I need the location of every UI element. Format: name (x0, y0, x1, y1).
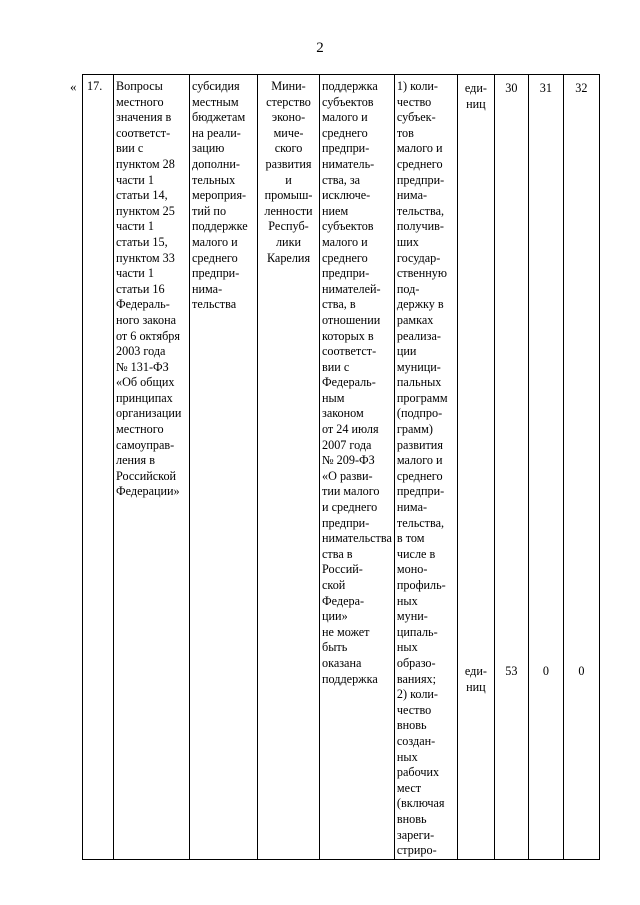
text-line: субъектов (322, 94, 374, 109)
text-line: нимателей- (322, 281, 381, 296)
text-line: ных (396, 593, 418, 608)
text-line: бюджетам (192, 110, 246, 125)
text-line: чество (396, 94, 432, 109)
text-line: быть (322, 640, 348, 655)
indicators-cell (394, 75, 457, 860)
text-line: нима- (396, 188, 428, 203)
text-line: тельных (192, 172, 236, 187)
text-line: малого и (396, 453, 443, 468)
text-line: ципаль- (396, 624, 438, 639)
text-line: лики (275, 234, 302, 249)
text-line: ции (396, 344, 417, 359)
text-line: Карелия (266, 250, 311, 265)
text-line: части 1 (116, 219, 154, 234)
text-line: ших (396, 234, 419, 249)
text-line: рабочих (396, 765, 440, 780)
text-line: «О разви- (322, 468, 373, 483)
unit-2 (460, 664, 492, 695)
text-line: Мини- (271, 79, 306, 93)
text-line: ным (322, 390, 345, 405)
text-line: соответст- (116, 125, 171, 140)
text-line: № 209-ФЗ (322, 453, 375, 468)
text-line: оказана (322, 655, 362, 670)
value-2-2: 0 (542, 664, 549, 678)
text-line: исключе- (322, 188, 371, 203)
text-line: ленности (264, 203, 313, 218)
text-line: 2007 года (322, 437, 372, 452)
text-line: развития (265, 156, 312, 171)
text-line: статьи 14, (116, 188, 168, 203)
text-line: среднего (322, 125, 368, 140)
text-line: грамм) (396, 422, 433, 437)
text-line: (подпро- (396, 406, 443, 421)
page-number: 2 (316, 40, 324, 56)
text-line: муници- (396, 359, 441, 374)
text-line: среднего (322, 250, 368, 265)
text-line: образо- (396, 655, 436, 670)
text-line: вии с (116, 141, 144, 156)
subsidy-cell (190, 75, 258, 860)
text-line: статьи 16 (116, 281, 165, 296)
text-line: держку в (396, 297, 444, 312)
text-line: организации (116, 406, 182, 421)
text-line: пунктом 28 (116, 156, 175, 171)
value-1-1: 30 (505, 81, 518, 95)
text-line: на реали- (192, 125, 241, 140)
text-line: вии с (322, 359, 350, 374)
text-line: малого и (322, 234, 368, 249)
quote-mark: « (70, 79, 77, 94)
text-line: Россий- (322, 562, 363, 577)
text-line: части 1 (116, 172, 154, 187)
text-line: и (285, 172, 292, 187)
text-line: Федера- (322, 593, 365, 608)
ministry-cell (258, 75, 320, 860)
text-line: профиль- (396, 578, 446, 592)
text-line: вновь (396, 718, 427, 733)
text-line: эконо- (271, 110, 306, 125)
indicators-table (82, 74, 600, 860)
text-line: субсидия (192, 79, 240, 93)
text-line: № 131-ФЗ (116, 359, 169, 374)
text-line: ниц (466, 679, 486, 694)
text-line: ных (396, 749, 418, 764)
text-line: от 6 октября (116, 328, 180, 343)
text-line: рамках (396, 312, 434, 327)
text-line: Федераль- (322, 375, 376, 390)
text-line: ления в (116, 453, 155, 468)
text-line: соответст- (322, 344, 377, 359)
text-line: Российской (116, 468, 177, 483)
text-line: субъектов (322, 219, 374, 234)
text-line: среднего (396, 156, 443, 171)
text-line: Вопросы (116, 79, 163, 93)
text-line: предпри- (322, 266, 370, 281)
unit-1 (460, 81, 492, 112)
text-line: предпри- (322, 515, 370, 530)
text-line: среднего (396, 468, 443, 483)
text-line: поддержке (192, 219, 248, 234)
text-line: ской (322, 578, 346, 592)
text-line: вновь (396, 811, 427, 826)
text-line: самоуправ- (116, 437, 175, 452)
table-row (83, 75, 600, 860)
text-line: ства в (322, 546, 353, 561)
text-line: нимательства (322, 531, 392, 546)
text-line: еди- (464, 664, 487, 678)
text-line: предпри- (396, 172, 445, 187)
text-line: дополни- (192, 156, 240, 171)
text-line: тельства (192, 297, 237, 312)
text-line: ных (396, 640, 418, 655)
text-line: и среднего (322, 500, 378, 515)
value-col-1 (494, 75, 528, 860)
text-line: мероприя- (192, 188, 247, 203)
text-line: малого и (192, 234, 238, 249)
text-line: пунктом 33 (116, 250, 175, 265)
text-line: которых в (322, 328, 374, 343)
value-2-3: 0 (578, 664, 585, 678)
text-line: чество (396, 702, 432, 717)
text-line: реализа- (396, 328, 441, 343)
text-line: программ (396, 390, 448, 405)
text-line: в том (396, 531, 425, 546)
text-line: 2003 года (116, 344, 166, 359)
text-line: ного закона (116, 312, 177, 327)
text-line: статьи 15, (116, 234, 168, 249)
text-line: зацию (192, 141, 225, 156)
text-line: тельства, (396, 203, 445, 218)
value-col-3 (563, 75, 599, 860)
text-line: создан- (396, 733, 436, 748)
text-line: ниц (466, 96, 486, 111)
text-line: предпри- (322, 141, 370, 156)
text-line: не может (322, 624, 370, 639)
text-line: местного (116, 422, 164, 437)
text-line: части 1 (116, 266, 154, 281)
text-line: ции» (322, 609, 348, 624)
unit-cell (457, 75, 494, 860)
text-line: субъек- (396, 110, 436, 125)
text-line: тии малого (322, 484, 380, 499)
text-line: под- (396, 281, 420, 296)
text-line: еди- (464, 81, 487, 95)
text-line: числе в (396, 546, 436, 561)
text-line: (включая (396, 796, 445, 811)
text-line: пальных (396, 375, 442, 390)
text-line: промыш- (264, 188, 313, 203)
text-line: принципах (116, 390, 173, 405)
text-line: тий по (192, 203, 227, 218)
text-line: малого и (396, 141, 443, 156)
text-line: ниматель- (322, 156, 375, 171)
value-col-2 (528, 75, 563, 860)
issues-cell (114, 75, 190, 860)
text-line: значения в (116, 110, 172, 125)
text-line: тельства, (396, 515, 445, 530)
text-line: стриро- (396, 843, 437, 858)
text-line: стерство (266, 94, 311, 109)
text-line: предпри- (192, 266, 240, 281)
text-line: получив- (396, 219, 444, 234)
text-line: «Об общих (116, 375, 175, 390)
text-line: Федерации» (116, 484, 180, 499)
row-number: 17. (83, 75, 114, 860)
value-1-3: 32 (575, 81, 588, 95)
text-line: среднего (192, 250, 238, 265)
text-line: нием (322, 203, 349, 218)
text-line: пунктом 25 (116, 203, 175, 218)
text-line: поддержка (322, 671, 378, 686)
text-line: от 24 июля (322, 422, 379, 437)
text-line: развития (396, 437, 443, 452)
text-line: Респуб- (268, 219, 309, 234)
text-line: ственную (396, 266, 447, 281)
text-line: 2) коли- (396, 687, 438, 702)
value-2-1: 53 (505, 664, 518, 678)
text-line: отношении (322, 312, 381, 327)
text-line: ства, за (322, 172, 361, 187)
text-line: Федераль- (116, 297, 170, 312)
text-line: тов (396, 125, 414, 140)
text-line: моно- (396, 562, 428, 577)
text-line: 1) коли- (396, 79, 438, 93)
text-line: малого и (322, 110, 368, 125)
text-line: поддержка (322, 79, 378, 93)
target-cell (320, 75, 395, 860)
text-line: нима- (192, 281, 223, 296)
text-line: нима- (396, 500, 428, 515)
text-line: местным (192, 94, 239, 109)
text-line: государ- (396, 250, 441, 265)
text-line: зареги- (396, 827, 435, 842)
text-line: законом (322, 406, 364, 421)
text-line: ства, в (322, 297, 356, 312)
value-1-2: 31 (539, 81, 552, 95)
text-line: муни- (396, 609, 428, 624)
text-line: ского (274, 141, 303, 156)
text-line: мест (396, 780, 422, 795)
text-line: ваниях; (396, 671, 437, 686)
text-line: миче- (273, 125, 304, 140)
text-line: предпри- (396, 484, 445, 499)
text-line: местного (116, 94, 164, 109)
